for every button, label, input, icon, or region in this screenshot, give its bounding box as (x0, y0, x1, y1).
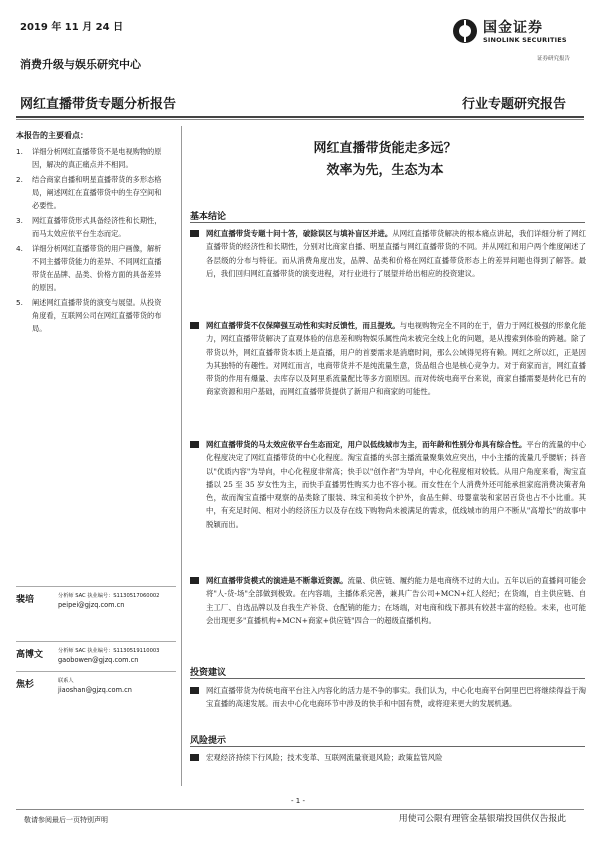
analyst-divider (16, 671, 176, 672)
highlights-sidebar (16, 130, 166, 337)
investment-text: 网红直播带货为传统电商平台注入内容化的活力是不争的事实。我们认为，中心化电商平台阿里巴巴将继续得益于淘宝直播的高速发展。而去中心化电商环节中涉及的快手和中国有赞，或将迎来更大的发展机遇。 (206, 686, 586, 709)
analyst-name: 焦杉 (16, 680, 35, 690)
main-title-line1: 网红直播带货能走多远？ (313, 141, 457, 156)
analyst-name: 裴培 (16, 595, 35, 605)
main-title (190, 138, 580, 182)
square-bullet-icon (190, 687, 199, 694)
report-title: 网红直播带货专题分析报告 (20, 97, 177, 112)
paragraph-body: 流量、供应链、履约能力是电商绕不过的大山。五年以后的直播间可能会将"人-货-场"全部做到极致。在内容端，主播体系完善，兼具广告公司+MCN+红人经纪；在货端，自主供应链、自主工厂、自选品牌以及自我生产补货、仓配销的能力；在场端，对电商和线下都具有较甚丰富的经验。未来，也可能会出现更多"直播机构+MCN+商家+供应链"四合一的超级直播机构。 (206, 576, 586, 625)
analyst-license: 分析师 SAC 执业编号：S1130517060002 (58, 593, 160, 599)
analyst-email[interactable]: peipei@gjzq.com.cn (58, 601, 125, 609)
footer-watermark: 用使司公限有理管金基银瑞投国供仅告报此 (398, 814, 566, 824)
page-number: - 1 - (291, 797, 305, 805)
paragraph-lead: 网红直播带货不仅保障强互动性和实时反馈性，而且提效。 (206, 321, 400, 330)
list-item-text: 结合商家自播和明星直播带货的多形态格局，阐述网红在直播带货中的生存空间和必要性。 (32, 175, 162, 210)
section-heading-conclusions: 基本结论 (190, 212, 227, 222)
paragraph-body: 与电视购物完全不同的在于，借力于网红极强的形象化能力，网红直播带货解决了直观体验的信息差和购物娱乐属性尚未被完全线上化的问题，是从搜索到体验的跨越。除了带货以外，网红直播带货本质上是直播，用户的首要需求是消磨时间，那么公域得见将有赖。网红之所以红，正是因为其独特的有趣性。对网红而言，电商带货并不是纯流量生意，货品组合也是核心竞争力。对于商家而言，网红直播带货的作用有爆量、去库存以及阿里系流量配比等多方面原因。而对传统电商平台来说，商家自播需要是转化已有的商家资源和用户基础，而网红直播带货提供了新用户和商家的可能性。 (206, 321, 586, 397)
investment-paragraph (190, 684, 586, 711)
list-item-number: 3. (16, 216, 23, 225)
section-divider (190, 222, 585, 223)
section-divider (190, 746, 585, 747)
paragraph-lead: 网红直播带货模式的演进是不断靠近资源。 (206, 576, 348, 585)
list-item-text: 网红直播带货形式具备经济性和长期性，而马太效应依平台生态而定。 (32, 216, 162, 238)
section-heading-risk: 风险提示 (190, 736, 227, 746)
list-item (16, 296, 166, 335)
conclusion-paragraph (190, 227, 586, 280)
list-item (16, 214, 166, 240)
conclusion-paragraph (190, 319, 586, 399)
analyst-divider (16, 586, 176, 587)
risk-text: 宏观经济持续下行风险；技术变革、互联网流量衰退风险；政策监管风险 (206, 753, 443, 762)
conclusion-paragraph (190, 438, 586, 531)
report-date: 2019 年 11 月 24 日 (20, 22, 124, 33)
analyst-card (16, 647, 176, 669)
paragraph-lead: 网红直播带货的马太效应依平台生态而定，用户以低线城市为主，而年龄和性别分布具有综合性。 (206, 440, 527, 449)
list-item-number: 1. (16, 147, 23, 156)
conclusion-paragraph (190, 574, 586, 627)
list-item (16, 173, 166, 212)
report-type: 行业专题研究报告 (461, 97, 566, 112)
paragraph-body: 平台的流量的中心化程度决定了网红直播带货的中心化程度。淘宝直播的头部主播流量聚集效应突出，中小主播的流量几乎腰斩；抖音以"优质内容"为导向，中心化程度非常高；快手以"创作者"为导向，中心化程度相对较低。从用户角度来看，淘宝直播以 25 至 35 岁女性为主，而快手直播男性购买力也不容小视。而女性在个人消费外还可能承担家庭消费决策者角色，故而淘宝直播中观察的品类除了服装、珠宝和美妆个护外，食品生鲜、母婴童装和家居百货也占不小比重。其中，有充足时间、相对小的经济压力以及存在线下购物尚未被满足的需求，低线城市的用户不断从"高增长"的故事中脱颖而出。 (206, 440, 586, 529)
list-item-text: 阐述网红直播带货的演变与展望。从投资角度看，互联网公司在网红直播带货的布局。 (32, 298, 162, 333)
square-bullet-icon (190, 230, 199, 237)
analyst-card (16, 677, 176, 699)
analyst-divider (16, 641, 176, 642)
logo-tagline: 证券研究报告 (537, 56, 571, 62)
paragraph-body: 从网红直播带货解决的根本痛点讲起，我们详细分析了网红直播带货的经济性和长期性，分别对比商家自播、明星直播与网红直播带货的不同。并从网红和用户两个维度阐述了各层级的分布与特征。而从消费角度出发，品牌、品类和价格在网红直播带货形态上的差异问题也得到了解答。最后，我们回归网红直播带货的演变进程，对行业进行了展望并给出相应的投资建议。 (206, 229, 586, 278)
risk-paragraph (190, 751, 586, 764)
list-item (16, 145, 166, 171)
highlights-heading: 本报告的主要看点： (16, 131, 88, 140)
logo-en: SINOLINK SECURITIES (483, 36, 567, 44)
list-item-number: 4. (16, 244, 23, 253)
list-item-text: 详细分析网红直播带货的用户画像，解析不同主播带货能力的差异、不同网红直播带货在品牌、品类、价格方面的具备差异的原因。 (32, 244, 162, 292)
section-heading-investment: 投资建议 (190, 668, 227, 678)
sinolink-logo-icon (452, 18, 478, 44)
analyst-license: 联系人 (58, 678, 74, 684)
square-bullet-icon (190, 577, 199, 584)
square-bullet-icon (190, 322, 199, 329)
sinolink-logo (452, 16, 582, 64)
column-divider (181, 126, 182, 786)
highlights-list (16, 145, 166, 335)
header-divider (16, 116, 584, 118)
main-title-line2: 效率为先，生态为本 (326, 163, 444, 178)
footer-disclaimer-link[interactable]: 敬请参阅最后一页特别声明 (24, 816, 108, 824)
list-item-text: 详细分析网红直播带货不是电视购物的原因，解决的真正痛点并不相同。 (32, 147, 162, 169)
analyst-card (16, 592, 176, 614)
research-center: 消费升级与娱乐研究中心 (20, 58, 141, 71)
analyst-name: 高博文 (16, 650, 44, 660)
square-bullet-icon (190, 754, 199, 761)
paragraph-lead: 网红直播带货专题十问十答，破除误区与填补盲区并进。 (206, 229, 393, 238)
section-divider (190, 678, 585, 679)
header-divider-thin (16, 119, 584, 120)
analyst-license: 分析师 SAC 执业编号：S1130519110003 (58, 648, 160, 654)
list-item (16, 242, 166, 294)
logo-cn: 国金证券 (483, 20, 543, 36)
square-bullet-icon (190, 441, 199, 448)
list-item-number: 5. (16, 298, 23, 307)
analyst-email[interactable]: gaobowen@gjzq.com.cn (58, 656, 139, 664)
list-item-number: 2. (16, 175, 23, 184)
analyst-email[interactable]: jiaoshan@gjzq.com.cn (58, 686, 132, 694)
footer-divider (16, 809, 584, 810)
